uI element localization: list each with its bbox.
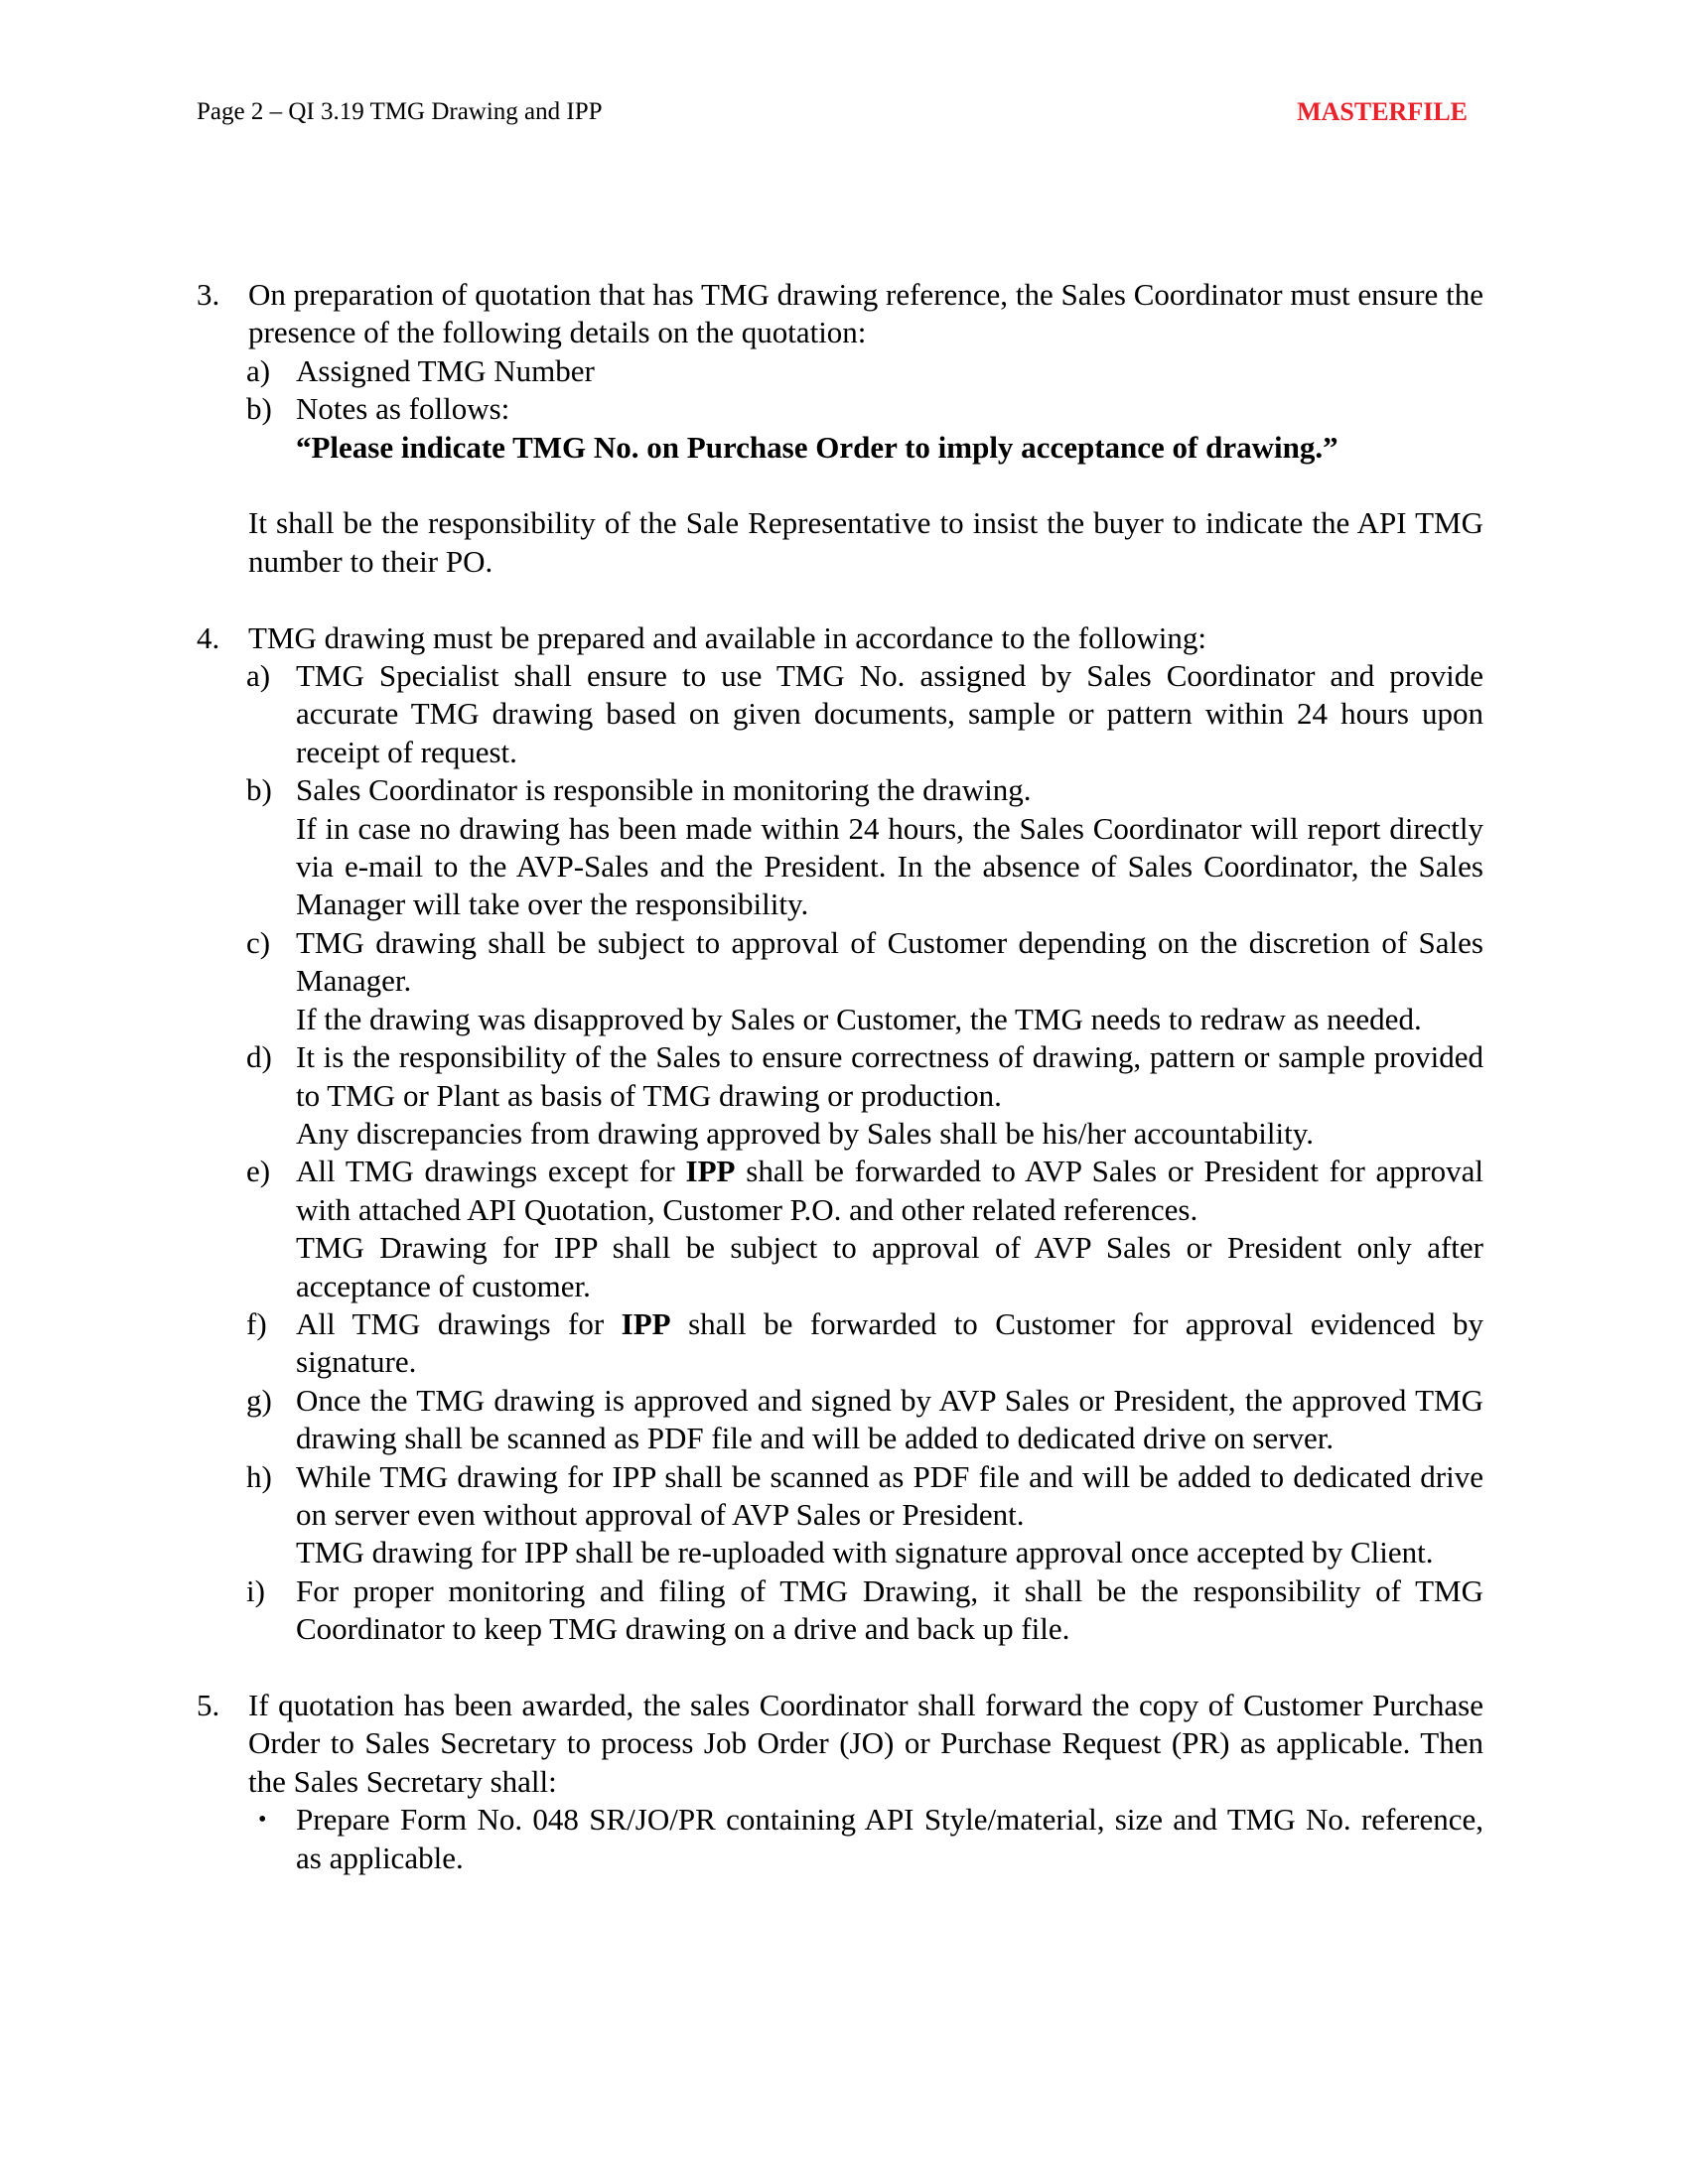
sub-item-text-continued: TMG Drawing for IPP shall be subject to approval of AVP Sales or President only after acceptance of customer. xyxy=(296,1230,1483,1303)
sub-item-3b xyxy=(197,390,1483,467)
bullet-icon: • xyxy=(258,1807,267,1834)
sub-item-text: Once the TMG drawing is approved and signed by AVP Sales or President, the approved TMG drawing shall be scanned as PDF file and will be added to dedicated drive on server. xyxy=(296,1382,1483,1456)
sub-item-label: b) xyxy=(246,772,272,808)
sub-item-4b xyxy=(197,771,1483,924)
sub-item-4f xyxy=(197,1305,1483,1382)
sub-item-text: TMG Specialist shall ensure to use TMG No. assigned by Sales Coordinator and provide accurate TMG drawing based on given documents, sample or pattern within 24 hours upon receipt of request. xyxy=(296,658,1483,769)
sub-item-4d xyxy=(197,1038,1483,1153)
sub-item-label: f) xyxy=(246,1305,267,1341)
ipp-bold: IPP xyxy=(685,1154,736,1189)
sub-item-text: While TMG drawing for IPP shall be scanned as PDF file and will be added to dedicated drive on server even without approval of AVP Sales or President. xyxy=(296,1458,1483,1532)
document-body xyxy=(197,276,1483,1877)
sub-item-text-continued: TMG drawing for IPP shall be re-uploaded with signature approval once accepted by Client. xyxy=(296,1535,1434,1570)
sub-item-text: For proper monitoring and filing of TMG Drawing, it shall be the responsibility of TMG Coordinator to keep TMG drawing on a drive and back up file. xyxy=(296,1572,1483,1647)
sub-item-4h xyxy=(197,1458,1483,1572)
page-header-title: Page 2 – QI 3.19 TMG Drawing and IPP xyxy=(197,98,603,125)
sub-item-text: Sales Coordinator is responsible in monitoring the drawing. xyxy=(296,772,1032,808)
sub-item-text: Notes as follows: xyxy=(296,391,510,427)
bullet-item xyxy=(197,1801,1483,1877)
sub-item-4i xyxy=(197,1572,1483,1649)
sub-item-3a xyxy=(197,352,1483,390)
sub-item-label: h) xyxy=(246,1458,272,1494)
bullet-text: Prepare Form No. 048 SR/JO/PR containing API Style/material, size and TMG No. reference, as applicable. xyxy=(296,1802,1483,1875)
item-number: 3. xyxy=(197,277,220,312)
sub-item-label: i) xyxy=(246,1572,265,1608)
list-item-4 xyxy=(197,619,1483,657)
sub-item-4e xyxy=(197,1153,1483,1305)
responsibility-paragraph xyxy=(197,504,1483,581)
sub-item-text: All TMG drawings for IPP shall be forwarded to Customer for approval evidenced by signature. xyxy=(296,1305,1483,1380)
item-number: 5. xyxy=(197,1687,220,1722)
quotation-note: “Please indicate TMG No. on Purchase Order to imply acceptance of drawing.” xyxy=(296,429,1338,465)
sub-item-4c xyxy=(197,924,1483,1038)
sub-item-text: All TMG drawings except for IPP shall be forwarded to AVP Sales or President for approval with attached API Quotation, Customer P.O. and other related references. xyxy=(296,1154,1484,1227)
list-item-5 xyxy=(197,1687,1483,1801)
sub-item-text-continued: If the drawing was disapproved by Sales or Customer, the TMG needs to redraw as needed. xyxy=(296,1001,1422,1036)
item-text: If quotation has been awarded, the sales Coordinator shall forward the copy of Customer Purchase Order to Sales Secretary to process Job Order (JO) or Purchase Request (PR) as applicable. Then the Sales Secretary shall: xyxy=(248,1687,1483,1799)
sub-item-text-continued: If in case no drawing has been made within 24 hours, the Sales Coordinator will report directly via e-mail to the AVP-Sales and the President. In the absence of Sales Coordinator, the Sales Manager will take over the responsibility. xyxy=(296,810,1483,922)
sub-item-label: a) xyxy=(246,658,271,694)
sub-item-label: b) xyxy=(246,391,272,427)
sub-item-text: It is the responsibility of the Sales to ensure correctness of drawing, pattern or sample provided to TMG or Plant as basis of TMG drawing or production. xyxy=(296,1039,1483,1113)
sub-item-label: e) xyxy=(246,1154,271,1189)
sub-item-label: a) xyxy=(246,352,271,388)
list-item-3 xyxy=(197,276,1483,352)
sub-item-text-continued: Any discrepancies from drawing approved by Sales shall be his/her accountability. xyxy=(296,1115,1314,1151)
item-text: TMG drawing must be prepared and available in accordance to the following: xyxy=(248,619,1206,655)
sub-item-label: c) xyxy=(246,924,271,960)
ipp-bold: IPP xyxy=(621,1305,671,1341)
sub-item-label: d) xyxy=(246,1039,272,1075)
sub-item-label: g) xyxy=(246,1382,272,1418)
item-number: 4. xyxy=(197,619,220,655)
sub-item-text: TMG drawing shall be subject to approval of Customer depending on the discretion of Sales Manager. xyxy=(296,924,1483,999)
item-text: On preparation of quotation that has TMG drawing reference, the Sales Coordinator must ensure the presence of the following details on the quotation: xyxy=(248,277,1483,350)
paragraph-text: It shall be the responsibility of the Sale Representative to insist the buyer to indicate the API TMG number to their PO. xyxy=(248,505,1483,579)
masterfile-stamp: MASTERFILE xyxy=(1297,97,1468,126)
sub-item-text: Assigned TMG Number xyxy=(296,352,595,388)
sub-item-4g xyxy=(197,1382,1483,1458)
sub-item-4a xyxy=(197,657,1483,771)
